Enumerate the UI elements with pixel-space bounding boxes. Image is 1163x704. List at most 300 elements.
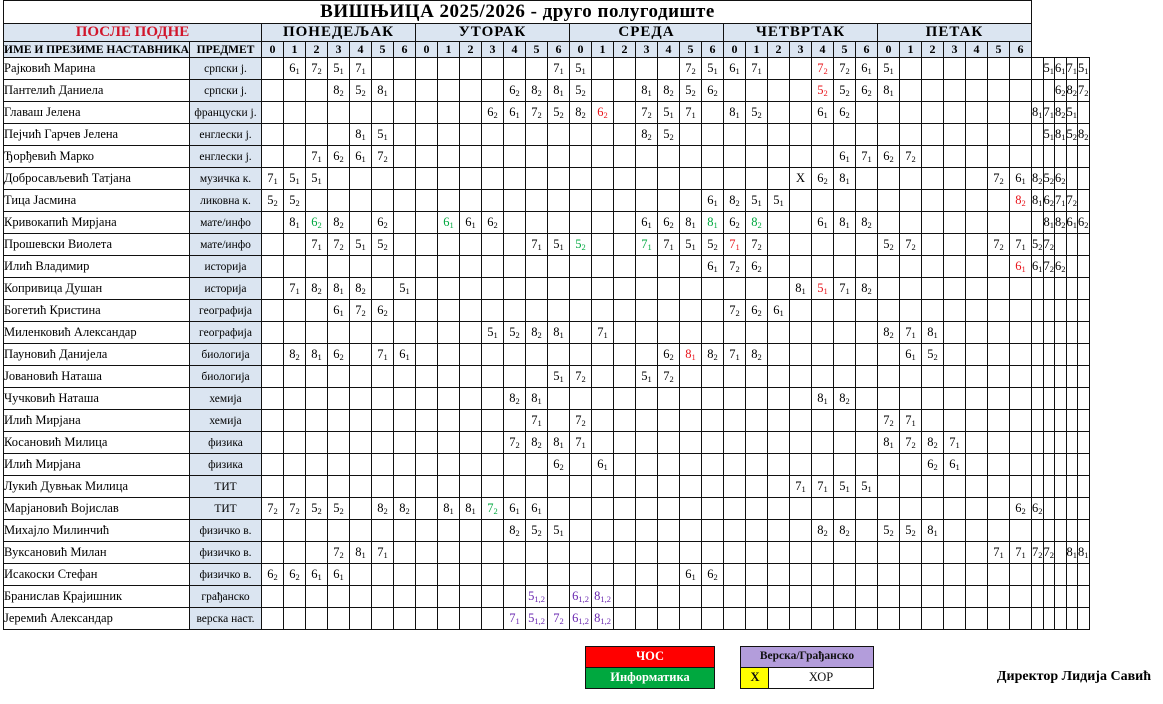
schedule-cell: [1010, 586, 1032, 608]
schedule-cell: [680, 476, 702, 498]
schedule-cell: [504, 454, 526, 476]
schedule-cell: [636, 608, 658, 630]
schedule-cell: [416, 608, 438, 630]
schedule-cell: [900, 278, 922, 300]
schedule-cell: [570, 542, 592, 564]
schedule-cell: [372, 520, 394, 542]
schedule-cell: [680, 542, 702, 564]
schedule-cell: [372, 190, 394, 212]
schedule-cell: [988, 102, 1010, 124]
period-header-4-4: 4: [966, 42, 988, 58]
schedule-cell: [328, 168, 350, 190]
schedule-cell: [614, 146, 636, 168]
schedule-cell: [1010, 454, 1032, 476]
schedule-cell: [790, 520, 812, 542]
schedule-cell: [460, 344, 482, 366]
schedule-cell: $5_2$: [350, 80, 372, 102]
schedule-cell: [856, 168, 878, 190]
schedule-cell: [460, 278, 482, 300]
schedule-cell: [636, 542, 658, 564]
schedule-cell: $5_1$: [548, 234, 570, 256]
schedule-cell: [592, 278, 614, 300]
schedule-cell: [614, 366, 636, 388]
schedule-cell: [438, 410, 460, 432]
schedule-cell: $7_2$: [1043, 234, 1055, 256]
schedule-cell: [262, 410, 284, 432]
schedule-cell: $7_1$: [680, 102, 702, 124]
schedule-cell: $7_2$: [570, 410, 592, 432]
schedule-cell: [1043, 564, 1055, 586]
schedule-cell: [680, 190, 702, 212]
schedule-cell: $8_1$: [1078, 542, 1090, 564]
schedule-cell: [394, 608, 416, 630]
schedule-cell: [790, 432, 812, 454]
day-header-row: [4, 24, 1090, 42]
schedule-cell: [878, 190, 900, 212]
schedule-cell: [966, 256, 988, 278]
teacher-name: Исакоски Стефан: [4, 564, 190, 586]
schedule-cell: [570, 520, 592, 542]
schedule-cell: [284, 542, 306, 564]
schedule-cell: [284, 366, 306, 388]
schedule-cell: [856, 322, 878, 344]
schedule-cell: [592, 564, 614, 586]
schedule-cell: $5_2$: [1043, 168, 1055, 190]
schedule-cell: [1078, 366, 1090, 388]
schedule-cell: $5_2$: [746, 102, 768, 124]
schedule-cell: [658, 388, 680, 410]
schedule-cell: [570, 454, 592, 476]
schedule-cell: [438, 608, 460, 630]
schedule-cell: [702, 146, 724, 168]
period-header-4-3: 3: [944, 42, 966, 58]
schedule-cell: [1055, 410, 1067, 432]
period-header-0-2: 2: [306, 42, 328, 58]
schedule-cell: [1055, 476, 1067, 498]
schedule-cell: [592, 168, 614, 190]
teacher-name: Вуксановић Милан: [4, 542, 190, 564]
schedule-cell: $6_1$: [702, 256, 724, 278]
schedule-cell: [812, 454, 834, 476]
schedule-cell: [724, 124, 746, 146]
table-row: [4, 300, 1090, 322]
schedule-cell: [1066, 564, 1078, 586]
schedule-cell: [394, 542, 416, 564]
schedule-cell: [394, 366, 416, 388]
period-header-4-0: 0: [878, 42, 900, 58]
schedule-cell: $5_2$: [834, 80, 856, 102]
schedule-cell: [724, 146, 746, 168]
schedule-cell: [570, 322, 592, 344]
schedule-cell: [592, 124, 614, 146]
teacher-name: Миленковић Александар: [4, 322, 190, 344]
schedule-cell: [460, 58, 482, 80]
schedule-cell: [680, 146, 702, 168]
schedule-cell: $8_1$: [1032, 190, 1044, 212]
schedule-cell: [1078, 256, 1090, 278]
schedule-cell: $6_1$: [328, 564, 350, 586]
schedule-cell: $7_1$: [372, 344, 394, 366]
schedule-cell: [636, 168, 658, 190]
schedule-cell: [1066, 476, 1078, 498]
schedule-cell: [702, 476, 724, 498]
schedule-cell: [790, 212, 812, 234]
schedule-cell: $8_1$: [438, 498, 460, 520]
schedule-cell: [1010, 520, 1032, 542]
schedule-cell: $7_2$: [1043, 542, 1055, 564]
page-title: ВИШЊИЦА 2025/2026 - друго полугодиште: [4, 1, 1032, 24]
schedule-cell: $6_2$: [878, 146, 900, 168]
schedule-cell: [592, 410, 614, 432]
schedule-cell: [526, 476, 548, 498]
schedule-cell: [394, 102, 416, 124]
schedule-cell: $6_2$: [702, 564, 724, 586]
schedule-cell: [416, 322, 438, 344]
schedule-cell: [262, 388, 284, 410]
schedule-cell: [394, 146, 416, 168]
schedule-cell: [306, 608, 328, 630]
schedule-cell: [504, 146, 526, 168]
subject-name: грађанско: [190, 586, 262, 608]
period-header-4-1: 1: [900, 42, 922, 58]
schedule-cell: [372, 608, 394, 630]
schedule-cell: [350, 432, 372, 454]
schedule-cell: [394, 454, 416, 476]
schedule-cell: [768, 102, 790, 124]
schedule-cell: [1032, 388, 1044, 410]
schedule-cell: [394, 80, 416, 102]
schedule-cell: $5_2$: [922, 344, 944, 366]
schedule-cell: [900, 190, 922, 212]
schedule-cell: [834, 124, 856, 146]
schedule-cell: [702, 388, 724, 410]
schedule-cell: [812, 190, 834, 212]
schedule-cell: $8_2$: [812, 520, 834, 542]
schedule-cell: [878, 256, 900, 278]
schedule-cell: [746, 278, 768, 300]
afternoon-label: ПОСЛЕ ПОДНЕ: [4, 24, 262, 42]
subject-name: историја: [190, 256, 262, 278]
schedule-cell: [526, 366, 548, 388]
schedule-cell: [768, 432, 790, 454]
schedule-cell: $5_1$: [878, 58, 900, 80]
period-header-1-3: 3: [482, 42, 504, 58]
schedule-cell: [548, 586, 570, 608]
day-header-thursday: ЧЕТВРТАК: [724, 24, 878, 42]
schedule-cell: [812, 608, 834, 630]
schedule-cell: [1066, 388, 1078, 410]
schedule-cell: $8_1$: [526, 388, 548, 410]
schedule-cell: $5_1$: [812, 278, 834, 300]
schedule-cell: $8_1$: [1066, 542, 1078, 564]
schedule-cell: [592, 146, 614, 168]
schedule-cell: $8_1$: [636, 80, 658, 102]
schedule-cell: [746, 432, 768, 454]
schedule-cell: [416, 520, 438, 542]
schedule-cell: [680, 410, 702, 432]
schedule-cell: [680, 608, 702, 630]
schedule-cell: [1066, 234, 1078, 256]
schedule-cell: [460, 234, 482, 256]
schedule-cell: [900, 608, 922, 630]
schedule-cell: [966, 564, 988, 586]
schedule-cell: $7_2$: [482, 498, 504, 520]
schedule-cell: [1055, 344, 1067, 366]
schedule-cell: [394, 58, 416, 80]
schedule-cell: [614, 608, 636, 630]
schedule-cell: [768, 542, 790, 564]
teacher-name: Илић Мирјана: [4, 454, 190, 476]
schedule-cell: $7_1$: [306, 234, 328, 256]
schedule-cell: $8_1$: [812, 388, 834, 410]
schedule-cell: [504, 190, 526, 212]
schedule-cell: $8_2$: [306, 278, 328, 300]
schedule-cell: [1043, 432, 1055, 454]
schedule-cell: [570, 476, 592, 498]
subject-name: ТИТ: [190, 498, 262, 520]
schedule-cell: [262, 278, 284, 300]
schedule-cell: $6_2$: [724, 212, 746, 234]
schedule-cell: $7_1$: [724, 344, 746, 366]
schedule-cell: [504, 344, 526, 366]
schedule-cell: [460, 102, 482, 124]
schedule-cell: [1010, 322, 1032, 344]
schedule-cell: $6_1$: [350, 146, 372, 168]
schedule-cell: [922, 234, 944, 256]
schedule-cell: [262, 476, 284, 498]
schedule-cell: [1032, 586, 1044, 608]
table-row: [4, 80, 1090, 102]
schedule-cell: $6_2$: [1043, 190, 1055, 212]
teacher-name: Косановић Милица: [4, 432, 190, 454]
schedule-cell: [438, 542, 460, 564]
schedule-cell: [834, 586, 856, 608]
schedule-cell: [1066, 520, 1078, 542]
schedule-cell: [328, 190, 350, 212]
schedule-cell: $5_2$: [526, 520, 548, 542]
teacher-name: Илић Владимир: [4, 256, 190, 278]
period-header-3-6: 6: [856, 42, 878, 58]
schedule-cell: [922, 168, 944, 190]
schedule-cell: [416, 190, 438, 212]
schedule-cell: [878, 388, 900, 410]
schedule-cell: [394, 476, 416, 498]
schedule-cell: [944, 256, 966, 278]
schedule-cell: [636, 322, 658, 344]
schedule-cell: $7_1$: [1055, 190, 1067, 212]
schedule-cell: $7_1$: [812, 476, 834, 498]
schedule-cell: [790, 608, 812, 630]
period-header-3-4: 4: [812, 42, 834, 58]
schedule-cell: [614, 80, 636, 102]
table-row: [4, 102, 1090, 124]
schedule-cell: [900, 476, 922, 498]
schedule-cell: [878, 344, 900, 366]
table-row: [4, 278, 1090, 300]
schedule-cell: $5_1$: [306, 168, 328, 190]
schedule-cell: $6_1$: [1010, 168, 1032, 190]
schedule-cell: [328, 366, 350, 388]
schedule-cell: [262, 212, 284, 234]
schedule-cell: [614, 58, 636, 80]
table-row: [4, 520, 1090, 542]
schedule-cell: [328, 410, 350, 432]
schedule-cell: [988, 586, 1010, 608]
schedule-cell: $6_2$: [284, 564, 306, 586]
schedule-cell: [372, 58, 394, 80]
schedule-cell: [658, 278, 680, 300]
schedule-cell: $8_2$: [856, 212, 878, 234]
schedule-cell: [328, 322, 350, 344]
schedule-cell: $6_1$: [284, 58, 306, 80]
schedule-cell: [1032, 124, 1044, 146]
schedule-cell: [922, 80, 944, 102]
schedule-cell: [570, 146, 592, 168]
schedule-cell: [724, 608, 746, 630]
schedule-cell: $7_2$: [306, 58, 328, 80]
schedule-cell: [548, 190, 570, 212]
schedule-cell: [482, 608, 504, 630]
schedule-cell: [504, 366, 526, 388]
schedule-cell: [614, 586, 636, 608]
schedule-cell: [350, 102, 372, 124]
schedule-cell: $7_2$: [262, 498, 284, 520]
table-row: [4, 256, 1090, 278]
schedule-cell: [966, 234, 988, 256]
schedule-cell: [1078, 432, 1090, 454]
subject-name: мате/инфо: [190, 212, 262, 234]
schedule-cell: [592, 498, 614, 520]
table-row: [4, 388, 1090, 410]
period-header-1-5: 5: [526, 42, 548, 58]
schedule-cell: [900, 564, 922, 586]
schedule-cell: [1055, 542, 1067, 564]
schedule-cell: [768, 278, 790, 300]
schedule-cell: [438, 124, 460, 146]
schedule-cell: [350, 366, 372, 388]
schedule-cell: [944, 80, 966, 102]
schedule-cell: [944, 278, 966, 300]
teacher-name: Чучковић Наташа: [4, 388, 190, 410]
schedule-cell: $8_1$: [548, 432, 570, 454]
schedule-cell: [834, 256, 856, 278]
schedule-cell: $6_1$: [592, 454, 614, 476]
schedule-cell: [988, 520, 1010, 542]
period-header-1-2: 2: [460, 42, 482, 58]
schedule-cell: $7_1$: [746, 58, 768, 80]
schedule-cell: [944, 564, 966, 586]
schedule-cell: [636, 58, 658, 80]
schedule-cell: $6_2$: [548, 454, 570, 476]
schedule-cell: [900, 366, 922, 388]
schedule-cell: [680, 124, 702, 146]
schedule-cell: $7_1$: [548, 58, 570, 80]
schedule-cell: [658, 542, 680, 564]
schedule-cell: [548, 564, 570, 586]
schedule-cell: [856, 586, 878, 608]
schedule-cell: [416, 234, 438, 256]
schedule-cell: [526, 58, 548, 80]
schedule-cell: [988, 278, 1010, 300]
schedule-cell: [350, 564, 372, 586]
schedule-cell: $5_1$: [548, 366, 570, 388]
schedule-cell: [1010, 476, 1032, 498]
schedule-cell: [900, 256, 922, 278]
day-header-wednesday: СРЕДА: [570, 24, 724, 42]
schedule-cell: [1066, 432, 1078, 454]
schedule-cell: $7_1$: [504, 608, 526, 630]
schedule-cell: [988, 146, 1010, 168]
schedule-cell: $6_2$: [658, 344, 680, 366]
schedule-cell: [570, 344, 592, 366]
schedule-cell: $5_1$: [636, 366, 658, 388]
schedule-cell: [504, 278, 526, 300]
schedule-cell: [482, 410, 504, 432]
period-header-2-6: 6: [702, 42, 724, 58]
schedule-cell: [878, 366, 900, 388]
schedule-cell: [966, 322, 988, 344]
schedule-cell: [878, 498, 900, 520]
schedule-cell: [592, 212, 614, 234]
period-header-2-1: 1: [592, 42, 614, 58]
schedule-cell: $6_1$: [1055, 58, 1067, 80]
schedule-cell: [482, 388, 504, 410]
schedule-cell: [856, 520, 878, 542]
schedule-cell: $5_2$: [812, 80, 834, 102]
schedule-cell: [944, 300, 966, 322]
schedule-cell: [504, 256, 526, 278]
schedule-cell: $6_1$: [504, 102, 526, 124]
teacher-name: Ђорђевић Марко: [4, 146, 190, 168]
teacher-name: Илић Мирјана: [4, 410, 190, 432]
schedule-cell: [636, 344, 658, 366]
schedule-cell: $8_2$: [1010, 190, 1032, 212]
schedule-cell: $6_1$: [856, 58, 878, 80]
schedule-cell: [922, 608, 944, 630]
schedule-cell: [570, 564, 592, 586]
schedule-cell: $8_2$: [570, 102, 592, 124]
schedule-cell: [482, 168, 504, 190]
schedule-cell: [416, 542, 438, 564]
schedule-cell: $7_2$: [1078, 80, 1090, 102]
schedule-cell: [460, 300, 482, 322]
schedule-cell: $7_2$: [570, 366, 592, 388]
schedule-cell: $6_2$: [1055, 80, 1067, 102]
schedule-cell: [944, 190, 966, 212]
period-header-2-5: 5: [680, 42, 702, 58]
schedule-cell: [504, 564, 526, 586]
schedule-cell: $8_2$: [834, 388, 856, 410]
table-row: [4, 410, 1090, 432]
schedule-cell: [790, 146, 812, 168]
schedule-cell: [416, 564, 438, 586]
schedule-cell: [900, 498, 922, 520]
schedule-cell: [1078, 168, 1090, 190]
schedule-cell: [306, 80, 328, 102]
schedule-cell: [372, 586, 394, 608]
schedule-cell: [416, 124, 438, 146]
schedule-cell: [504, 168, 526, 190]
schedule-cell: [328, 586, 350, 608]
schedule-cell: $8_{1,2}$: [592, 586, 614, 608]
schedule-cell: $7_2$: [1043, 256, 1055, 278]
teacher-name: Богетић Кристина: [4, 300, 190, 322]
schedule-cell: [438, 80, 460, 102]
schedule-cell: [988, 322, 1010, 344]
schedule-cell: [526, 146, 548, 168]
schedule-cell: $7_1$: [1010, 234, 1032, 256]
schedule-cell: [746, 410, 768, 432]
